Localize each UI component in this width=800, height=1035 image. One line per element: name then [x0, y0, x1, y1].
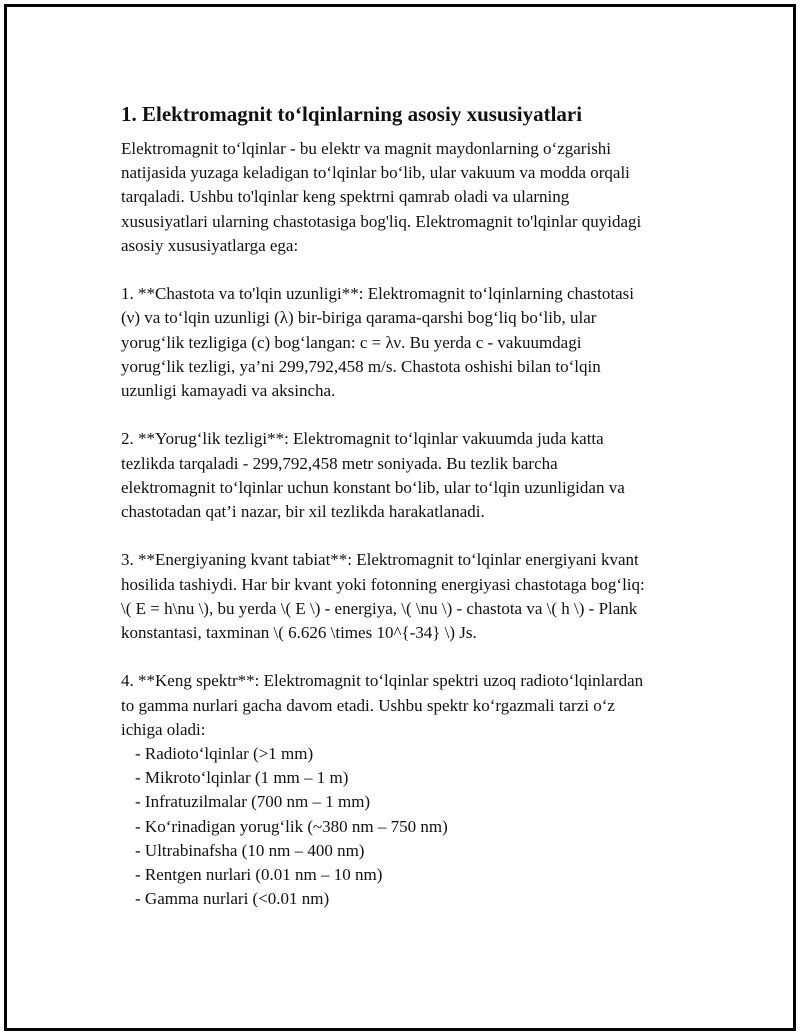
list-item: - Rentgen nurlari (0.01 nm – 10 nm)	[135, 865, 383, 885]
spectrum-list	[121, 742, 701, 911]
text-line: to gamma nurlari gacha davom etadi. Ushbu spektr ko‘rgazmali tarzi o‘z	[121, 695, 615, 715]
text-line: Elektromagnit to‘lqinlar - bu elektr va magnit maydonlarning o‘zgarishi	[121, 139, 612, 158]
text-line: yorug‘lik tezligiga (c) bog‘langan: c = λν. Bu yerda c - vakuumdagi	[121, 332, 582, 352]
text-line: asosiy xususiyatlarga ega:	[121, 235, 299, 255]
list-item: - Radioto‘lqinlar (>1 mm)	[135, 744, 314, 764]
text-line: yorug‘lik tezligi, ya’ni 299,792,458 m/s. Chastota oshishi bilan to‘lqin	[121, 356, 601, 376]
point-speed-of-light	[121, 427, 701, 524]
text-line: 1. **Chastota va to'lqin uzunligi**: Elektromagnit to‘lqinlarning chastotasi	[121, 284, 634, 304]
paragraph-gap	[121, 524, 701, 548]
text-line: 2. **Yorug‘lik tezligi**: Elektromagnit to‘lqinlar vakuumda juda katta	[121, 429, 604, 449]
intro-paragraph	[121, 137, 701, 258]
list-item: - Mikroto‘lqinlar (1 mm – 1 m)	[135, 768, 349, 788]
text-line: xususiyatlari ularning chastotasiga bog'liq. Elektromagnit to'lqinlar quyidagi	[121, 211, 642, 231]
text-line: 4. **Keng spektr**: Elektromagnit to‘lqinlar spektri uzoq radioto‘lqinlardan	[121, 671, 644, 691]
text-line: ichiga oladi:	[121, 719, 206, 739]
text-line: konstantasi, taxminan \( 6.626 \times 10^{-34} \) Js.	[121, 623, 477, 643]
list-item: - Gamma nurlari (<0.01 nm)	[135, 889, 330, 909]
list-item: - Ko‘rinadigan yorug‘lik (~380 nm – 750 nm)	[135, 816, 448, 836]
text-line: tarqaladi. Ushbu to'lqinlar keng spektrni qamrab oladi va ularning	[121, 187, 570, 207]
list-item: - Ultrabinafsha (10 nm – 400 nm)	[135, 840, 365, 860]
text-line: (ν) va to‘lqin uzunligi (λ) bir-biriga qarama-qarshi bog‘liq bo‘lib, ular	[121, 308, 597, 328]
text-line: hosilida tashiydi. Har bir kvant yoki fotonning energiyasi chastotaga bog‘liq:	[121, 574, 645, 594]
text-line: uzunligi kamayadi va aksincha.	[121, 381, 336, 401]
paragraph-gap	[121, 645, 701, 669]
document-body	[121, 101, 701, 911]
text-line: tezlikda tarqaladi - 299,792,458 metr soniyada. Bu tezlik barcha	[121, 453, 558, 473]
section-heading: 1. Elektromagnit to‘lqinlarning asosiy xususiyatlari	[121, 102, 583, 126]
page-frame	[4, 4, 796, 1031]
point-wide-spectrum	[121, 669, 701, 742]
text-line: chastotadan qat’i nazar, bir xil tezlikda harakatlanadi.	[121, 502, 485, 522]
paragraph-gap	[121, 258, 701, 282]
text-line: \( E = h\nu \), bu yerda \( E \) - energiya, \( \nu \) - chastota va \( h \) - Plank	[121, 598, 638, 618]
list-item: - Infratuzilmalar (700 nm – 1 mm)	[135, 792, 371, 812]
text-line: elektromagnit to‘lqinlar uchun konstant bo‘lib, ular to‘lqin uzunligidan va	[121, 477, 625, 497]
point-quantum-nature	[121, 548, 701, 645]
text-line: 3. **Energiyaning kvant tabiat**: Elektromagnit to‘lqinlar energiyani kvant	[121, 550, 639, 570]
point-frequency-wavelength	[121, 282, 701, 403]
paragraph-gap	[121, 403, 701, 427]
text-line: natijasida yuzaga keladigan to‘lqinlar bo‘lib, ular vakuum va modda orqali	[121, 163, 630, 183]
